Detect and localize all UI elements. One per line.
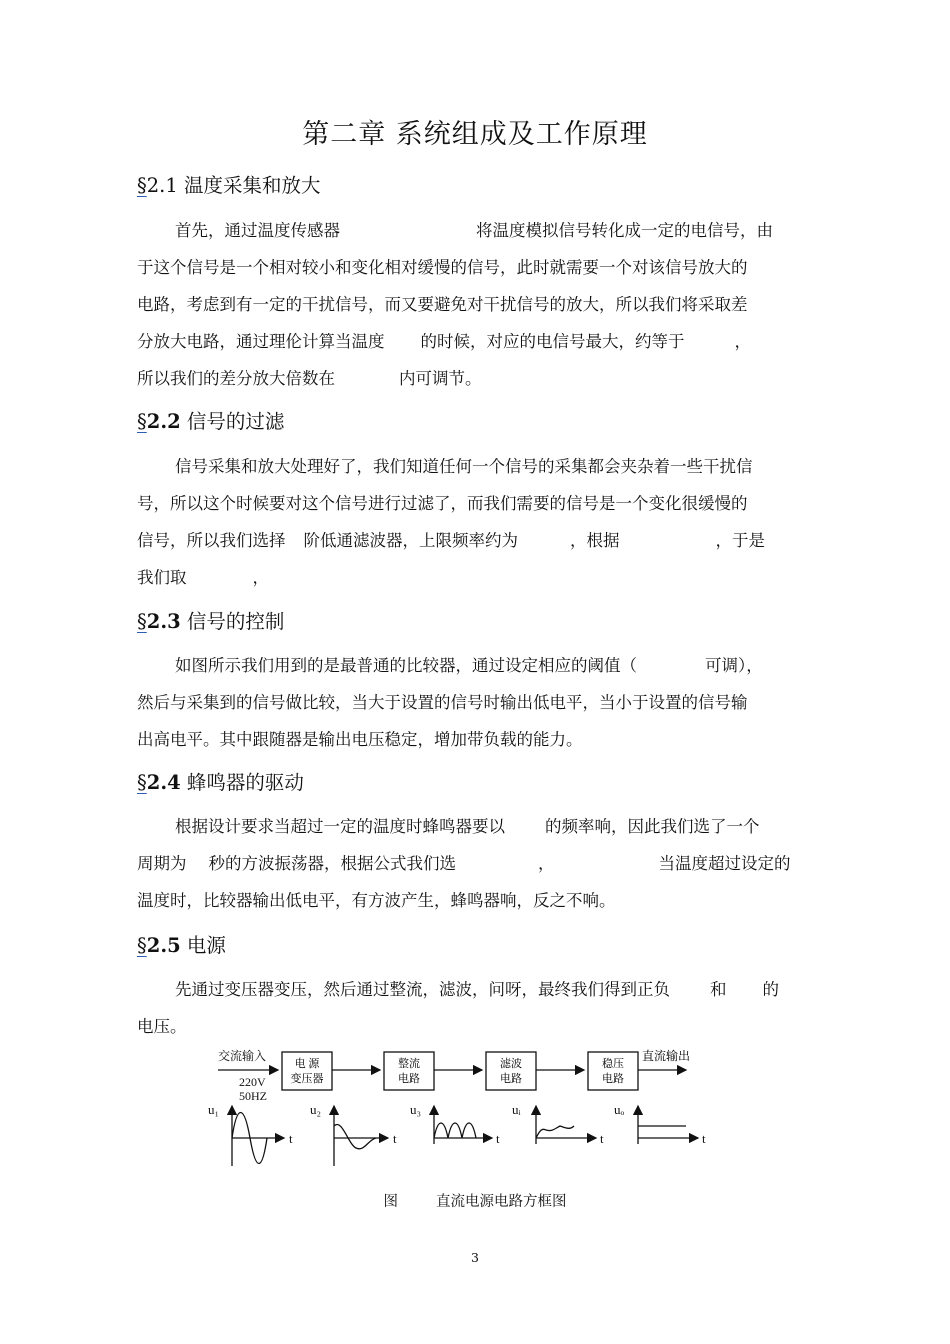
text: 当温度超过设定的 (658, 854, 791, 873)
section-symbol: § (137, 610, 147, 633)
input-label: 交流输入 (218, 1049, 267, 1063)
block-label: 稳压 (602, 1058, 624, 1070)
text: 所以我们的差分放大倍数在 (137, 369, 335, 388)
text: 温度时，比较器输出低电平，有方波产生，蜂鸣器响，反之不响。 (137, 891, 616, 910)
text: ， (538, 854, 555, 873)
section-number: 2.1 (146, 174, 178, 197)
t-axis-label: t (393, 1131, 397, 1146)
section-title: 信号的过滤 (180, 410, 285, 433)
section-symbol: § (137, 410, 147, 433)
section-symbol: § (137, 771, 147, 794)
section-title: 信号的控制 (180, 610, 285, 633)
block-label: 电路 (602, 1073, 624, 1085)
section-number: 2.3 (146, 610, 181, 633)
text: 号，所以这个时候要对这个信号进行过滤了，而我们需要的信号是一个变化很缓慢的 (137, 494, 748, 513)
text: 信号采集和放大处理好了，我们知道任何一个信号的采集都会夹杂着一些干扰信 (175, 457, 753, 476)
text: 和 (710, 980, 727, 999)
section-number: 2.4 (146, 771, 181, 794)
block-label: 整流 (398, 1058, 420, 1070)
text: 阶低通滤波器，上限频率约为 (303, 531, 518, 550)
section-heading-2-4 (137, 767, 304, 795)
wave4-ripple-curve (536, 1126, 574, 1138)
wave-label: u₃ (410, 1102, 422, 1117)
input-voltage: 220V (239, 1075, 266, 1089)
input-frequency: 50HZ (239, 1089, 267, 1103)
section-number: 2.2 (146, 410, 181, 433)
caption-text: 直流电源电路方框图 (436, 1194, 567, 1210)
t-axis-label: t (702, 1131, 706, 1146)
section-heading-2-5 (137, 930, 226, 958)
paragraph-2-5 (137, 971, 837, 1045)
text: 将温度模拟信号转化成一定的电信号，由 (476, 221, 773, 240)
section-title: 电源 (180, 934, 226, 957)
text: 信号，所以我们选择 (137, 531, 286, 550)
text: 秒的方波振荡器，根据公式我们选 (208, 854, 456, 873)
text: 的时候，对应的电信号最大，约等于 (420, 332, 685, 351)
paragraph-2-4 (137, 808, 837, 919)
block-label: 变压器 (290, 1073, 324, 1085)
block-label: 电 源 (294, 1058, 320, 1070)
wave3-rectified-curve (434, 1123, 476, 1138)
wave-label: uᵢ (512, 1102, 521, 1117)
section-number: 2.5 (146, 934, 181, 957)
text: 根据设计要求当超过一定的温度时蜂鸣器要以 (175, 817, 505, 836)
t-axis-label: t (289, 1131, 293, 1146)
paragraph-2-1 (137, 212, 837, 397)
text: 周期为 (137, 854, 187, 873)
block-label: 滤波 (500, 1058, 522, 1070)
section-heading-2-2 (137, 406, 284, 434)
text: 可调）， (705, 656, 763, 675)
output-label: 直流输出 (642, 1049, 691, 1063)
text: 如图所示我们用到的是最普通的比较器，通过设定相应的阈值（ (175, 656, 637, 675)
chapter-title: 第二章 系统组成及工作原理 (302, 119, 648, 150)
text: 出高电平。其中跟随器是输出电压稳定，增加带负载的能力。 (137, 730, 583, 749)
caption-figure-prefix: 图 (383, 1194, 398, 1210)
block-label: 电路 (500, 1073, 522, 1085)
block-label: 电路 (398, 1073, 420, 1085)
paragraph-2-2 (137, 448, 837, 596)
wave-label: u₁ (208, 1102, 220, 1117)
page-number: 3 (471, 1250, 479, 1265)
figure-caption (0, 1190, 950, 1211)
wave2-curve (334, 1124, 376, 1148)
text: 于这个信号是一个相对较小和变化相对缓慢的信号，此时就需要一个对该信号放大的 (137, 258, 748, 277)
section-heading-2-1 (137, 170, 320, 198)
section-symbol: § (137, 174, 147, 197)
text: 先通过变压器变压，然后通过整流，滤波，问呀，最终我们得到正负 (175, 980, 670, 999)
text: 内可调节。 (399, 369, 482, 388)
t-axis-label: t (496, 1131, 500, 1146)
text: 首先，通过温度传感器 (175, 221, 340, 240)
text: 然后与采集到的信号做比较，当大于设置的信号时输出低电平，当小于设置的信号输 (137, 693, 748, 712)
power-supply-block-diagram (208, 1044, 732, 1174)
section-title: 蜂鸣器的驱动 (180, 771, 304, 794)
text: 电路，考虑到有一定的干扰信号，而又要避免对干扰信号的放大，所以我们将采取差 (137, 295, 748, 314)
section-title: 温度采集和放大 (177, 174, 321, 197)
text: ， (252, 568, 269, 587)
section-heading-2-3 (137, 606, 284, 634)
text: 电压。 (137, 1017, 187, 1036)
text: ，根据 (570, 531, 620, 550)
t-axis-label: t (600, 1131, 604, 1146)
text: 的频率响，因此我们选了一个 (545, 817, 760, 836)
text: 我们取 (137, 568, 187, 587)
wave-label: u₂ (310, 1102, 322, 1117)
text: ， (734, 332, 751, 351)
paragraph-2-3 (137, 647, 837, 758)
text: ，于是 (715, 531, 765, 550)
text: 的 (762, 980, 779, 999)
text: 分放大电路，通过理伦计算当温度 (137, 332, 385, 351)
wave-label: uₒ (614, 1102, 625, 1117)
section-symbol: § (137, 934, 147, 957)
